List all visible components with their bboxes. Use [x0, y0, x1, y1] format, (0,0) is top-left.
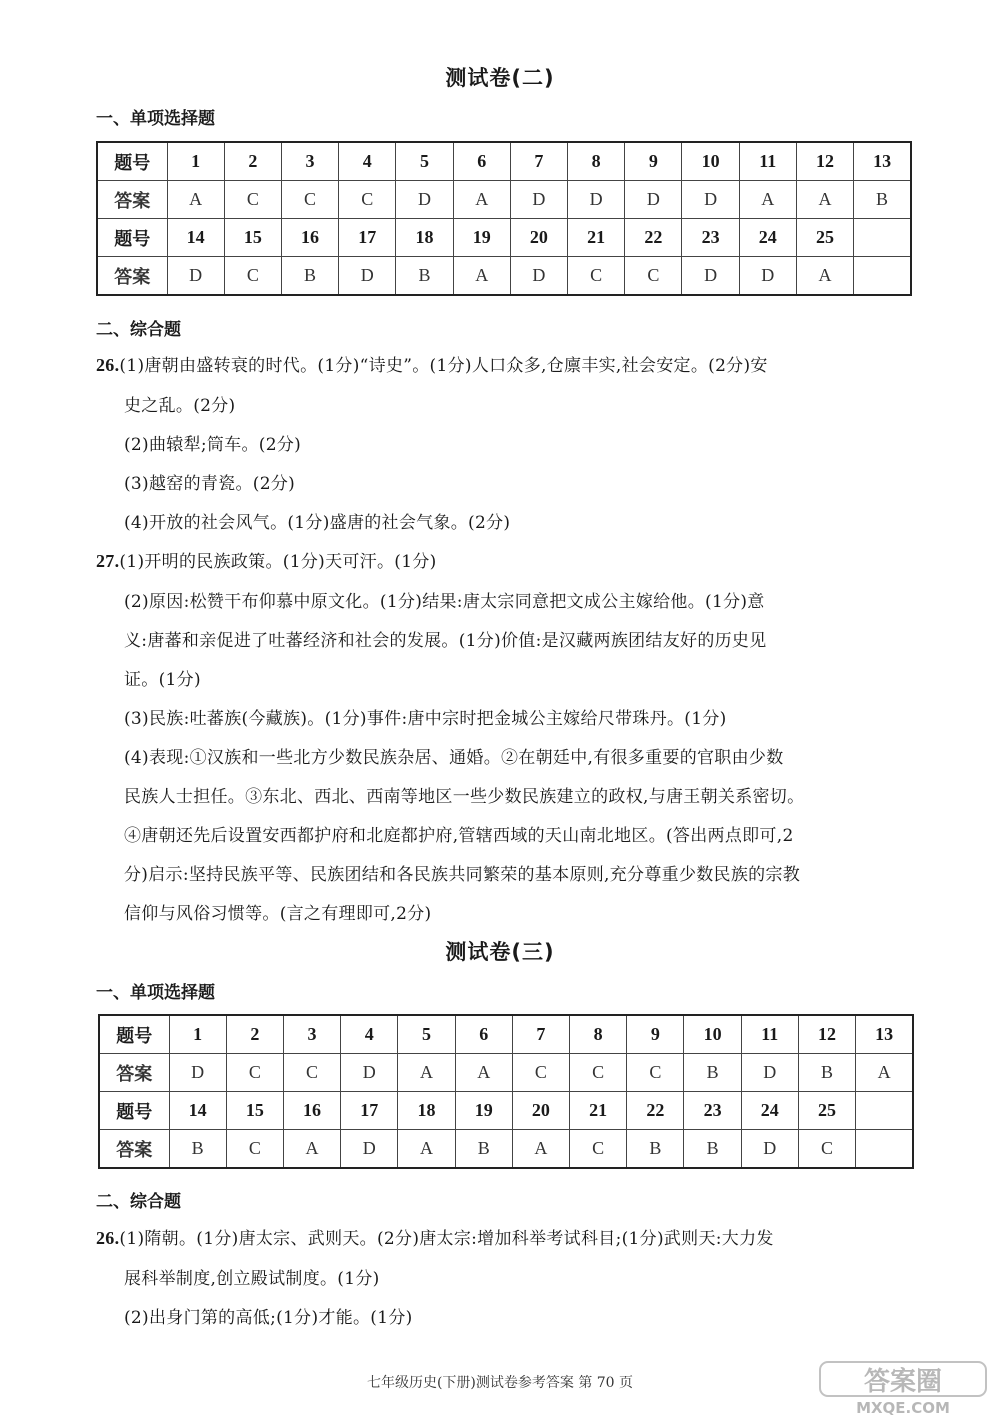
test2-q27-line-9: 分)启示:坚持民族平等、民族团结和各民族共同繁荣的基本原则,充分尊重少数民族的宗教: [124, 865, 801, 885]
svg-text:MXQE.COM: MXQE.COM: [856, 1399, 950, 1416]
test3-title: 测试卷(三): [445, 940, 555, 964]
empty-cell: [856, 1092, 913, 1130]
answer-cell: A: [856, 1054, 913, 1092]
question-number: 2: [224, 142, 281, 181]
question-number: 25: [798, 1092, 855, 1130]
answer-cell: A: [796, 181, 853, 219]
answer-cell: B: [455, 1130, 512, 1169]
answer-cell: C: [226, 1130, 283, 1169]
test2-q26-line-4: (3)越窑的青瓷。(2分): [124, 474, 296, 494]
test3-q26-line-2: 展科举制度,创立殿试制度。(1分): [124, 1269, 380, 1289]
answer-cell: C: [570, 1054, 627, 1092]
question-number: 4: [339, 142, 396, 181]
answer-cell: C: [568, 257, 625, 296]
question-number: 20: [510, 219, 567, 257]
question-number: 23: [682, 219, 739, 257]
answer-cell: A: [796, 257, 853, 296]
answer-text: (1)开明的民族政策。(1分)天可汗。(1分): [119, 552, 437, 572]
question-number: 18: [398, 1092, 455, 1130]
watermark-icon: [818, 1360, 988, 1416]
question-number: 19: [453, 219, 510, 257]
question-number: 4: [341, 1015, 398, 1054]
answer-cell: D: [167, 257, 224, 296]
answer-cell: D: [339, 257, 396, 296]
answer-label: 答案: [97, 181, 167, 219]
answer-label: 答案: [99, 1130, 169, 1169]
test2-title: 测试卷(二): [445, 66, 555, 90]
answer-cell: D: [625, 181, 682, 219]
question-number: 6: [455, 1015, 512, 1054]
table-row: [99, 1054, 913, 1092]
answer-cell: C: [281, 181, 338, 219]
question-number: 9: [625, 142, 682, 181]
answer-label: 答案: [97, 257, 167, 296]
question-number: 1: [167, 142, 224, 181]
test2-q27-line-1: [96, 547, 437, 572]
answer-cell: A: [455, 1054, 512, 1092]
question-number: 17: [339, 219, 396, 257]
question-number: 13: [856, 1015, 913, 1054]
test2-q27-line-8: ④唐朝还先后设置安西都护府和北庭都护府,管辖西域的天山南北地区。(答出两点即可,2: [124, 826, 794, 846]
answer-cell: C: [798, 1130, 855, 1169]
answer-cell: C: [570, 1130, 627, 1169]
answer-cell: C: [625, 257, 682, 296]
answer-cell: D: [682, 181, 739, 219]
question-number-label: 题号: [99, 1015, 169, 1054]
question-number: 3: [283, 1015, 340, 1054]
question-number: 5: [398, 1015, 455, 1054]
question-number: 3: [281, 142, 338, 181]
answer-cell: B: [798, 1054, 855, 1092]
test2-q26-line-2: 史之乱。(2分): [124, 396, 236, 416]
answer-cell: A: [739, 181, 796, 219]
answer-cell: A: [398, 1130, 455, 1169]
answer-cell: A: [512, 1130, 569, 1169]
test2-q27-line-4: 证。(1分): [124, 670, 201, 690]
question-number: 10: [684, 1015, 741, 1054]
answer-cell: D: [396, 181, 453, 219]
answer-cell: A: [283, 1130, 340, 1169]
page-footer: 七年级历史(下册)测试卷参考答案 第 70 页: [366, 1375, 634, 1391]
test2-q27-line-2: (2)原因:松赞干布仰慕中原文化。(1分)结果:唐太宗同意把文成公主嫁给他。(1分)意: [124, 592, 765, 612]
question-number: 13: [854, 142, 911, 181]
empty-cell: [854, 219, 911, 257]
test2-section-choice-heading: 一、单项选择题: [96, 109, 215, 129]
answer-cell: D: [568, 181, 625, 219]
question-number: 21: [568, 219, 625, 257]
answer-cell: C: [512, 1054, 569, 1092]
question-number: 19: [455, 1092, 512, 1130]
answer-cell: A: [398, 1054, 455, 1092]
watermark-logo: [818, 1360, 988, 1416]
table-row: [97, 257, 911, 296]
question-number: 17: [341, 1092, 398, 1130]
answer-cell: A: [453, 181, 510, 219]
answer-cell: D: [341, 1130, 398, 1169]
test3-section-comprehensive-heading: 二、综合题: [96, 1192, 181, 1212]
question-number: 11: [741, 1015, 798, 1054]
answer-cell: D: [169, 1054, 226, 1092]
question-number-label: 题号: [99, 1092, 169, 1130]
answer-cell: B: [396, 257, 453, 296]
question-number: 23: [684, 1092, 741, 1130]
test2-section-comprehensive-heading: 二、综合题: [96, 320, 181, 340]
question-number: 10: [682, 142, 739, 181]
answer-cell: B: [684, 1054, 741, 1092]
table-row: [97, 142, 911, 181]
answer-cell: B: [627, 1130, 684, 1169]
question-number: 24: [741, 1092, 798, 1130]
test2-q27-line-6: (4)表现:①汉族和一些北方少数民族杂居、通婚。②在朝廷中,有很多重要的官职由少数: [124, 748, 784, 768]
question-number: 20: [512, 1092, 569, 1130]
answer-cell: D: [739, 257, 796, 296]
question-number: 21: [570, 1092, 627, 1130]
answer-cell: A: [453, 257, 510, 296]
table-row: [99, 1130, 913, 1169]
empty-cell: [854, 257, 911, 296]
table-row: [99, 1015, 913, 1054]
question-number: 16: [281, 219, 338, 257]
table-row: [97, 219, 911, 257]
answer-label: 答案: [99, 1054, 169, 1092]
test3-answer-table: [98, 1014, 914, 1169]
answer-cell: D: [510, 257, 567, 296]
answer-text: (1)唐朝由盛转衰的时代。(1分)“诗史”。(1分)人口众多,仓廪丰实,社会安定。(2分)安: [119, 356, 768, 376]
question-number: 15: [226, 1092, 283, 1130]
test2-q27-line-3: 义:唐蕃和亲促进了吐蕃经济和社会的发展。(1分)价值:是汉藏两族团结友好的历史见: [124, 631, 767, 651]
answer-cell: D: [510, 181, 567, 219]
question-number: 12: [796, 142, 853, 181]
test2-q27-line-7: 民族人士担任。③东北、西北、西南等地区一些少数民族建立的政权,与唐王朝关系密切。: [124, 787, 805, 807]
question-number: 14: [167, 219, 224, 257]
question-number: 24: [739, 219, 796, 257]
question-number: 15: [224, 219, 281, 257]
question-number-label: 题号: [97, 142, 167, 181]
test3-q26-line-1: [96, 1224, 774, 1249]
question-number: 26.: [96, 355, 120, 375]
answer-cell: B: [281, 257, 338, 296]
table-row: [99, 1092, 913, 1130]
svg-text:答案圈: 答案圈: [863, 1367, 943, 1397]
question-number: 27.: [96, 551, 120, 571]
answer-cell: B: [169, 1130, 226, 1169]
test2-q26-line-3: (2)曲辕犁;筒车。(2分): [124, 435, 302, 455]
question-number: 22: [627, 1092, 684, 1130]
question-number: 7: [510, 142, 567, 181]
question-number-label: 题号: [97, 219, 167, 257]
answer-cell: C: [226, 1054, 283, 1092]
question-number: 12: [798, 1015, 855, 1054]
test2-q27-line-10: 信仰与风俗习惯等。(言之有理即可,2分): [124, 904, 432, 924]
test2-answer-table: [96, 141, 912, 296]
answer-cell: D: [741, 1054, 798, 1092]
test3-q26-line-3: (2)出身门第的高低;(1分)才能。(1分): [124, 1308, 413, 1328]
answer-cell: C: [224, 181, 281, 219]
question-number: 1: [169, 1015, 226, 1054]
question-number: 6: [453, 142, 510, 181]
table-row: [97, 181, 911, 219]
empty-cell: [856, 1130, 913, 1169]
question-number: 26.: [96, 1228, 120, 1248]
question-number: 14: [169, 1092, 226, 1130]
answer-cell: D: [341, 1054, 398, 1092]
answer-cell: D: [741, 1130, 798, 1169]
answer-cell: C: [224, 257, 281, 296]
answer-cell: C: [283, 1054, 340, 1092]
answer-cell: B: [854, 181, 911, 219]
answer-cell: C: [627, 1054, 684, 1092]
question-number: 5: [396, 142, 453, 181]
question-number: 8: [568, 142, 625, 181]
answer-text: (1)隋朝。(1分)唐太宗、武则天。(2分)唐太宗:增加科举考试科目;(1分)武则天:大力发: [119, 1229, 774, 1249]
question-number: 11: [739, 142, 796, 181]
answer-cell: B: [684, 1130, 741, 1169]
question-number: 2: [226, 1015, 283, 1054]
test2-q26-line-1: [96, 351, 768, 376]
question-number: 8: [570, 1015, 627, 1054]
question-number: 7: [512, 1015, 569, 1054]
test2-q27-line-5: (3)民族:吐蕃族(今藏族)。(1分)事件:唐中宗时把金城公主嫁给尺带珠丹。(1分): [124, 709, 727, 729]
question-number: 9: [627, 1015, 684, 1054]
answer-cell: C: [339, 181, 396, 219]
answer-cell: A: [167, 181, 224, 219]
answer-cell: D: [682, 257, 739, 296]
question-number: 18: [396, 219, 453, 257]
question-number: 16: [283, 1092, 340, 1130]
test3-section-choice-heading: 一、单项选择题: [96, 983, 215, 1003]
test2-q26-line-5: (4)开放的社会风气。(1分)盛唐的社会气象。(2分): [124, 513, 511, 533]
question-number: 22: [625, 219, 682, 257]
question-number: 25: [796, 219, 853, 257]
